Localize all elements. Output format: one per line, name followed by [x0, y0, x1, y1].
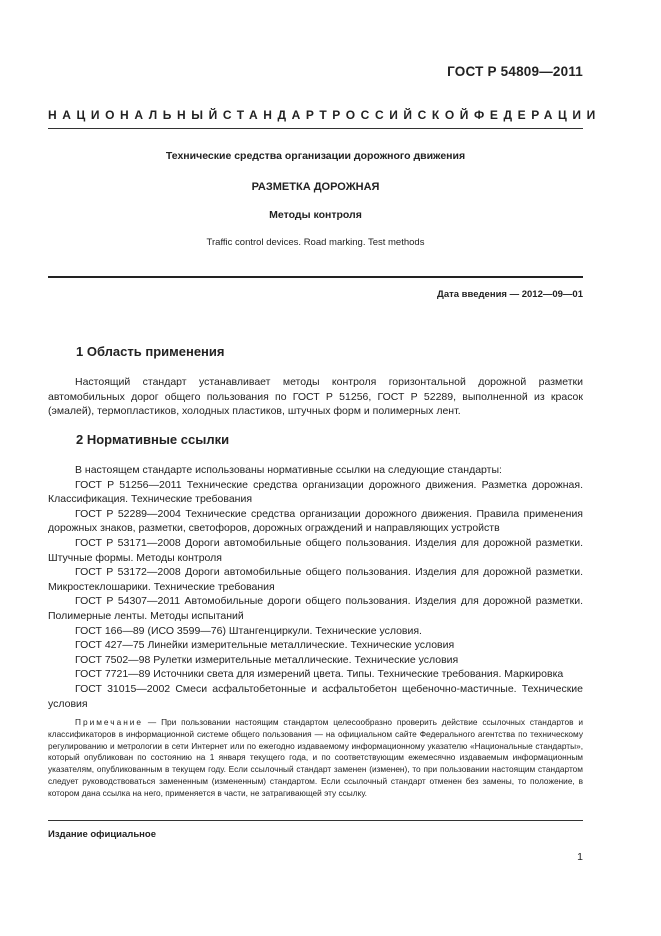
reference-item: ГОСТ Р 53172—2008 Дороги автомобильные общего пользования. Изделия для дорожной разметки. Микростеклошарики. Технические требования	[48, 566, 583, 593]
section1-body	[48, 375, 583, 419]
national-standard-word: ФЕДЕРАЦИИ	[474, 108, 601, 122]
title-line2: РАЗМЕТКА ДОРОЖНАЯ	[251, 181, 380, 193]
paragraph: В настоящем стандарте использованы нормативные ссылки на следующие стандарты:	[75, 464, 502, 476]
note-text: — При пользовании настоящим стандартом целесообразно проверить действие ссылочных стандартов и классификаторов в информационной системе общего пользования — на официальном сайте Федерального агентства по техническому регулированию и метрологии в сети Интернет или по ежегодно издаваемому информационному указателю «Национальные стандарты», который опубликован по состоянию на 1 января текущего года, и по соответствующим ежемесячно издаваемым информационным указателям, опубликованным в текущем году. Если ссылочный стандарт заменен (изменен), то при пользовании настоящим стандартом следует руководствоваться замененным (измененным) стандартом. Если ссылочный стандарт отменен без замены, то положение, в котором дана ссылка на него, применяется в части, не затрагивающей эту ссылку.	[48, 717, 583, 798]
reference-item: ГОСТ Р 51256—2011 Технические средства организации дорожного движения. Разметка дорожная. Классификация. Технические требования	[48, 478, 583, 506]
title-divider	[48, 276, 583, 278]
section2-heading: 2 Нормативные ссылки	[76, 432, 230, 447]
reference-item: ГОСТ 166—89 (ИСО 3599—76) Штангенциркули. Технические условия.	[75, 624, 422, 637]
national-standard-line	[48, 108, 601, 122]
reference-item: ГОСТ Р 52289—2004 Технические средства организации дорожного движения. Правила применения дорожных знаков, разметки, светофоров, дорожных ограждений и направляющих устройств	[48, 507, 583, 535]
reference-item: ГОСТ Р 53171—2008 Дороги автомобильные общего пользования. Изделия для дорожной разметки. Штучные формы. Методы контроля	[48, 536, 583, 564]
section2-body	[48, 463, 583, 711]
reference-item: ГОСТ 7721—89 Источники света для измерений цвета. Типы. Технические требования. Маркировка	[75, 668, 564, 681]
paragraph: Настоящий стандарт устанавливает методы контроля горизонтальной дорожной разметки автомобильных дорог общего пользования по ГОСТ Р 51256, ГОСТ Р 52289, выполненной из красок (эмалей), термопластиков, холодных пластиков, штучных форм и полимерных лент.	[48, 376, 583, 418]
gost-number: ГОСТ Р 54809—2011	[447, 64, 583, 79]
reference-item: ГОСТ 427—75 Линейки измерительные металлические. Технические условия	[75, 639, 455, 652]
national-standard-word: НАЦИОНАЛЬНЫЙ	[48, 108, 223, 122]
title-line1: Технические средства организации дорожного движения	[165, 150, 466, 162]
title-english: Traffic control devices. Road marking. Test methods	[206, 237, 425, 248]
introduction-date: Дата введения — 2012—09—01	[437, 289, 583, 300]
header-divider	[48, 128, 583, 129]
reference-item: ГОСТ 7502—98 Рулетки измерительные металлические. Технические условия	[75, 653, 459, 666]
footer-divider	[48, 820, 583, 821]
note-block	[48, 717, 583, 800]
reference-item: ГОСТ Р 54307—2011 Автомобильные дороги общего пользования. Изделия для дорожной разметки. Полимерные ленты. Методы испытаний	[48, 595, 583, 622]
title-line3: Методы контроля	[269, 209, 362, 221]
reference-item: ГОСТ 31015—2002 Смеси асфальтобетонные и асфальтобетон щебеночно-мастичные. Технические условия	[48, 682, 583, 710]
note-paragraph	[48, 717, 583, 800]
national-standard-word: РОССИЙСКОЙ	[332, 108, 475, 122]
edition-label: Издание официальное	[48, 829, 156, 840]
national-standard-word: СТАНДАРТ	[222, 108, 333, 122]
note-label: Примечание	[75, 717, 144, 727]
page-number: 1	[577, 851, 583, 863]
section1-heading: 1 Область применения	[76, 344, 225, 359]
